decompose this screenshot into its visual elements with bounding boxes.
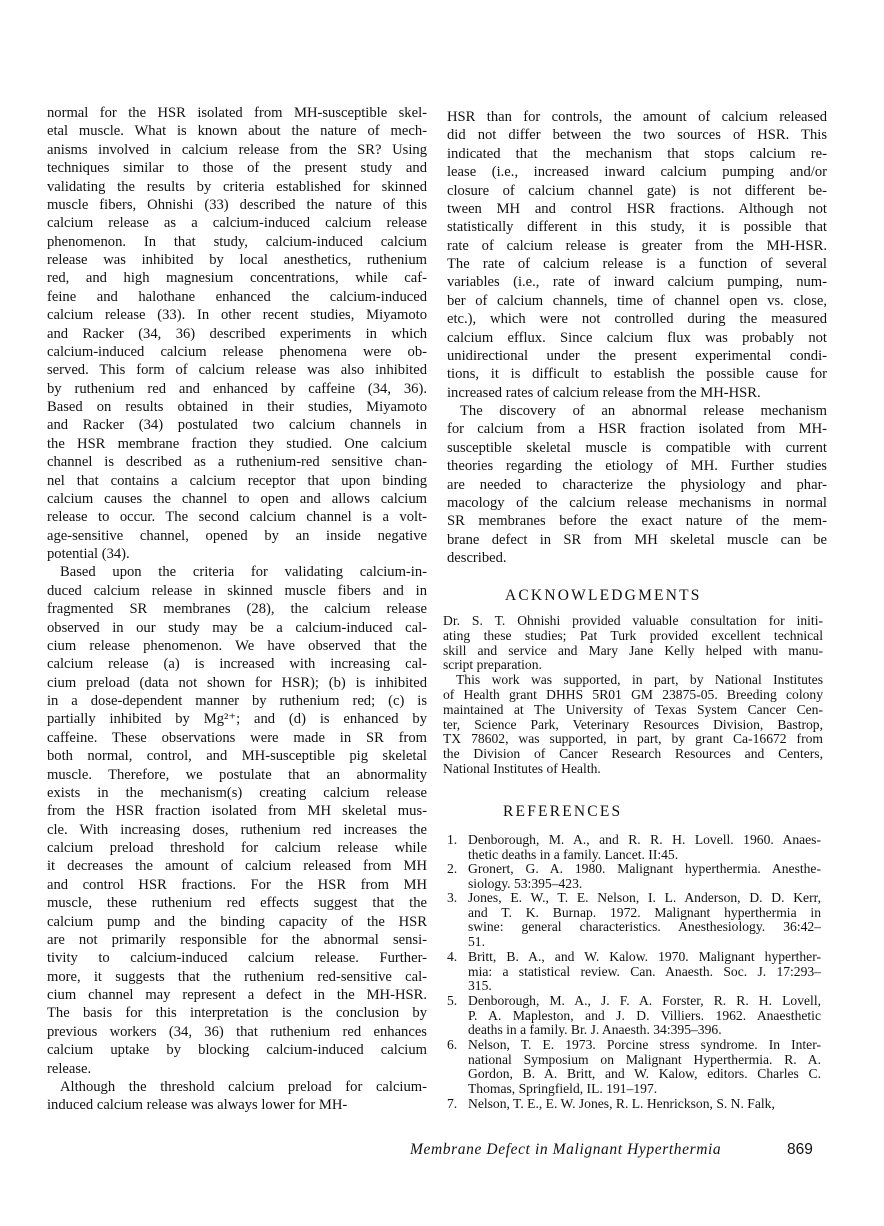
text-line: exists in the mechanism(s) creating calcium release [47, 784, 427, 801]
text-line: variables (i.e., rate of inward calcium pumping, num- [447, 274, 827, 291]
reference-line: Denborough, M. A., J. F. A. Forster, R. R. H. Lovell, [468, 994, 821, 1008]
text-line: in a dose-dependent manner by ruthenium red; (c) is [47, 693, 427, 709]
reference-number: 7. [447, 1096, 458, 1111]
reference-line: and T. K. Burnap. 1972. Malignant hyperthermia in [468, 905, 821, 920]
text-line: release to occur. The second calcium channel is a volt- [47, 509, 427, 526]
text-line: previous workers (34, 36) that ruthenium red enhances [47, 1023, 427, 1040]
reference-item [447, 994, 821, 1038]
text-line: indicated that the mechanism that stops calcium re- [447, 145, 827, 162]
text-line: the HSR membrane fraction they studied. One calcium [47, 435, 427, 452]
text-line: techniques similar to those of the present study and [47, 160, 427, 177]
reference-line: swine: general characteristics. Anesthesiology. 36:42– [468, 920, 821, 935]
text-line: the Division of Cancer Research Resources and Centers, [443, 747, 823, 762]
text-line: calcium efflux. Since calcium flux was probably not [447, 329, 827, 346]
text-line: lease (i.e., increased inward calcium pumping and/or [447, 164, 827, 181]
text-line: etc.), which were not controlled during the measured [447, 311, 827, 328]
reference-line: deaths in a family. Br. J. Anaesth. 34:395–396. [468, 1023, 722, 1038]
reference-line: Jones, E. W., T. E. Nelson, I. L. Anderson, D. D. Kerr, [468, 891, 821, 905]
reference-line: siology. 53:395–423. [468, 876, 583, 891]
reference-line: Denborough, M. A., and R. R. H. Lovell. 1960. Anaes- [468, 833, 821, 847]
text-line: HSR than for controls, the amount of calcium released [447, 109, 827, 125]
text-line: calcium release (a) is increased with increasing cal- [47, 656, 427, 673]
text-line: The discovery of an abnormal release mechanism [460, 403, 827, 419]
text-line: cle. With increasing doses, ruthenium red increases the [47, 821, 427, 838]
text-line: phenomenon. In that study, calcium-induced calcium [47, 233, 427, 250]
text-line: increased rates of calcium release from the MH-HSR. [447, 384, 761, 401]
text-line: feine and halothane enhanced the calcium-induced [47, 288, 427, 305]
reference-line: thetic deaths in a family. Lancet. II:45. [468, 847, 679, 862]
reference-number: 1. [447, 832, 458, 847]
paragraph [443, 673, 823, 777]
reference-line: Gronert, G. A. 1980. Malignant hyperthermia. Anesthe- [468, 862, 821, 876]
reference-number: 4. [447, 949, 458, 964]
reference-line: 51. [468, 934, 485, 949]
reference-line: Nelson, T. E., E. W. Jones, R. L. Henrickson, S. N. Falk, [468, 1097, 775, 1111]
text-line: SR membranes before the exact nature of the mem- [447, 513, 827, 530]
right-column [447, 108, 827, 567]
running-title: Membrane Defect in Malignant Hyperthermia [410, 1141, 722, 1158]
text-line: and Racker (34, 36) described experiments in which [47, 325, 427, 342]
text-line: for calcium from a HSR fraction isolated from MH- [447, 421, 827, 438]
text-line: from the HSR fraction isolated from MH skeletal mus- [47, 803, 427, 820]
text-line: script preparation. [443, 658, 542, 673]
references-heading: REFERENCES [503, 803, 623, 820]
text-line: susceptible skeletal muscle is compatible with current [447, 439, 827, 456]
text-line: rate of calcium release is greater from the MH-HSR. [447, 237, 827, 254]
page-number: 869 [787, 1141, 813, 1158]
text-line: statistically different in this study, it is possible that [447, 219, 827, 236]
text-line: more, it suggests that the ruthenium red-sensitive cal- [47, 968, 427, 985]
text-line: fragmented SR membranes (28), the calcium release [47, 601, 427, 618]
text-line: brane defect in SR from MH skeletal muscle can be [447, 531, 827, 548]
text-line: ating these studies; Pat Turk provided excellent technical [443, 628, 823, 643]
text-line: muscle, these ruthenium red effects suggest that the [47, 895, 427, 912]
paragraph [47, 1078, 427, 1115]
text-line: release. [47, 1060, 92, 1077]
text-line: Based on results obtained in their studies, Miyamoto [47, 399, 427, 415]
reference-line: P. A. Mapleston, and J. D. Villiers. 1962. Anaesthetic [468, 1008, 821, 1023]
text-line: calcium causes the channel to open and allows calcium [47, 490, 427, 507]
text-line: National Institutes of Health. [443, 761, 601, 776]
text-line: tions, it is difficult to establish the possible cause for [447, 366, 827, 383]
reference-line: 315. [468, 979, 492, 994]
reference-number: 3. [447, 890, 458, 905]
text-line: red, and high magnesium concentrations, while caf- [47, 270, 427, 287]
text-line: caffeine. These observations were made in SR from [47, 729, 427, 746]
text-line: induced calcium release was always lower for MH- [47, 1097, 348, 1114]
reference-line: Gordon, B. A. Britt, and W. Kalow, editors. Charles C. [468, 1067, 821, 1082]
text-line: muscle fibers, Ohnishi (33) described the nature of this [47, 196, 427, 213]
reference-number: 6. [447, 1037, 458, 1052]
text-line: theories regarding the etiology of MH. Further studies [447, 458, 827, 475]
text-line: muscle. Therefore, we postulate that an abnormality [47, 766, 427, 783]
text-line: served. This form of calcium release was also inhibited [47, 362, 427, 379]
reference-item [447, 833, 821, 862]
text-line: by ruthenium red and enhanced by caffeine (34, 36). [47, 380, 427, 397]
text-line: age-sensitive channel, opened by an inside negative [47, 527, 427, 544]
text-line: cium preload (data not shown for HSR); (b) is inhibited [47, 674, 427, 691]
text-line: anisms involved in calcium release from the SR? Using [47, 141, 427, 158]
text-line: normal for the HSR isolated from MH-susceptible skel- [47, 105, 427, 121]
text-line: nel that contains a calcium receptor that upon binding [47, 472, 427, 489]
text-line: ber of calcium channels, time of channel open vs. close, [447, 292, 827, 309]
text-line: both normal, control, and MH-susceptible pig skeletal [47, 748, 427, 765]
text-line: tivity to calcium-induced calcium release. Further- [47, 950, 427, 967]
text-line: calcium release as a calcium-induced calcium release [47, 215, 427, 232]
paragraph [443, 614, 823, 673]
text-line: TX 78602, was supported, in part, by grant Ca-16672 from [443, 732, 823, 747]
text-line: duced calcium release in skinned muscle fibers and in [47, 582, 427, 599]
text-line: unidirectional under the present experimental condi- [447, 347, 827, 364]
text-line: This work was supported, in part, by National Institutes [456, 673, 823, 688]
reference-line: national Symposium on Malignant Hyperthermia. R. A. [468, 1052, 821, 1067]
text-line: etal muscle. What is known about the nature of mech- [47, 123, 427, 140]
text-line: described. [447, 550, 507, 566]
reference-item [447, 1097, 821, 1112]
reference-line: Nelson, T. E. 1973. Porcine stress syndrome. In Inter- [468, 1038, 821, 1052]
paragraph [47, 104, 427, 563]
text-line: are not primarily responsible for the abnormal sensi- [47, 931, 427, 948]
text-line: validating the results by criteria established for skinned [47, 178, 427, 195]
text-line: calcium uptake by blocking calcium-induced calcium [47, 1042, 427, 1059]
text-line: cium channel may represent a defect in the MH-HSR. [47, 987, 427, 1003]
text-line: Although the threshold calcium preload for calcium- [60, 1078, 427, 1095]
text-line: Based upon the criteria for validating calcium-in- [60, 564, 427, 581]
reference-item [447, 862, 821, 891]
text-line: calcium release (33). In other recent studies, Miyamoto [47, 307, 427, 324]
text-line: calcium-induced calcium release phenomena were ob- [47, 343, 427, 360]
acknowledgments-section [443, 614, 823, 777]
text-line: Dr. S. T. Ohnishi provided valuable consultation for initi- [443, 614, 823, 628]
text-line: calcium preload threshold for calcium release while [47, 840, 427, 856]
reference-number: 5. [447, 993, 458, 1008]
reference-item [447, 950, 821, 994]
text-line: are needed to characterize the physiology and phar- [447, 476, 827, 493]
text-line: macology of the calcium release mechanisms in normal [447, 494, 827, 511]
text-line: and control HSR fractions. For the HSR from MH [47, 876, 427, 893]
text-line: The basis for this interpretation is the conclusion by [47, 1005, 427, 1022]
text-line: channel is described as a ruthenium-red sensitive chan- [47, 454, 427, 471]
text-line: skill and service and Mary Jane Kelly helped with manu- [443, 643, 823, 658]
text-line: The rate of calcium release is a function of several [447, 256, 827, 272]
text-line: maintained at The University of Texas System Cancer Cen- [443, 702, 823, 717]
reference-item [447, 891, 821, 949]
text-line: of Health grant DHHS 5R01 GM 23875-05. Breeding colony [443, 687, 823, 702]
text-line: observed in our study may be a calcium-induced cal- [47, 619, 427, 636]
text-line: cium release phenomenon. We have observed that the [47, 637, 427, 654]
reference-item [447, 1038, 821, 1096]
left-column [47, 104, 427, 1115]
text-line: calcium pump and the binding capacity of the HSR [47, 913, 427, 930]
text-line: it decreases the amount of calcium released from MH [47, 858, 427, 875]
reference-line: Britt, B. A., and W. Kalow. 1970. Malignant hyperther- [468, 950, 821, 964]
text-line: ter, Science Park, Veterinary Resources Division, Bastrop, [443, 717, 823, 732]
paragraph [447, 108, 827, 402]
acknowledgments-heading: ACKNOWLEDGMENTS [505, 587, 702, 604]
paragraph [47, 563, 427, 1078]
text-line: partially inhibited by Mg²⁺; and (d) is enhanced by [47, 711, 427, 728]
reference-line: Thomas, Springfield, IL. 191–197. [468, 1081, 658, 1096]
text-line: did not differ between the two sources of HSR. This [447, 127, 827, 144]
reference-number: 2. [447, 861, 458, 876]
text-line: tween MH and control HSR fractions. Although not [447, 200, 827, 217]
text-line: release was inhibited by local anesthetics, ruthenium [47, 252, 427, 268]
reference-line: mia: a statistical review. Can. Anaesth. Soc. J. 17:293– [468, 964, 821, 979]
paragraph [447, 402, 827, 567]
text-line: potential (34). [47, 546, 130, 562]
text-line: closure of calcium channel gate) is not different be- [447, 182, 827, 199]
text-line: and Racker (34) postulated two calcium channels in [47, 417, 427, 434]
